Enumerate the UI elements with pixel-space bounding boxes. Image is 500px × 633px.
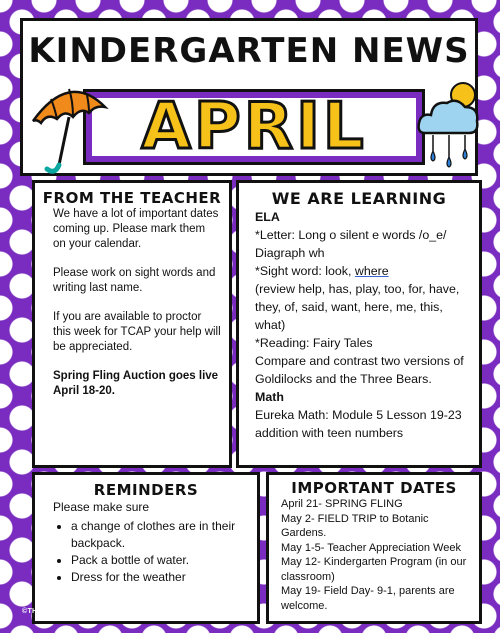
reminders-content: [35, 499, 257, 586]
reminders-box: [32, 472, 260, 624]
reminders-intro: Please make sure: [53, 500, 150, 514]
rain-cloud-icon: [417, 79, 481, 175]
ela-label: ELA: [255, 210, 280, 224]
sight-word-line: [255, 262, 473, 280]
we-are-learning-box: [236, 180, 482, 468]
list-item: May 19- Field Day- 9-1, parents are welcome.: [281, 585, 455, 612]
teacher-message: [35, 207, 229, 399]
section-heading: FROM THE TEACHER: [42, 189, 222, 207]
list-item: • Dress for the weather: [71, 569, 251, 586]
math-label: Math: [255, 390, 284, 404]
dates-list: [269, 497, 479, 613]
sight-word-prefix: *Sight word: look,: [255, 264, 355, 278]
newsletter-title: KINDERGARTEN NEWS: [28, 31, 470, 71]
from-the-teacher-box: [32, 180, 232, 468]
list-item: April 21- SPRING FLING: [281, 498, 403, 510]
teacher-paragraph: We have a lot of important dates coming up. Please mark them on your calendar.: [53, 208, 219, 250]
learning-content: [239, 208, 479, 442]
copyright-text: ©THE JOYFUL JOURNEY: [22, 608, 113, 615]
important-dates-box: [266, 472, 482, 624]
section-heading: IMPORTANT DATES: [291, 479, 457, 497]
reading-line: *Reading: Fairy Tales: [255, 336, 373, 350]
month-title: APRIL: [141, 90, 367, 164]
umbrella-icon: [29, 77, 109, 177]
sight-word: where: [354, 264, 389, 278]
diagraph-line: Diagraph wh: [255, 246, 325, 260]
section-heading: REMINDERS: [93, 481, 199, 499]
list-item: • Pack a bottle of water.: [71, 552, 251, 569]
list-item: • a change of clothes are in their backpack.: [71, 518, 251, 552]
month-banner: [83, 89, 425, 165]
list-item: May 2- FIELD TRIP to Botanic Gardens.: [281, 512, 429, 539]
letter-line: *Letter: Long o silent e words /o_e/: [255, 228, 447, 242]
compare-line: Compare and contrast two versions of Goldilocks and the Three Bears.: [255, 354, 464, 386]
teacher-paragraph: Spring Fling Auction goes live April 18-20.: [53, 370, 219, 397]
reminders-list: [53, 518, 251, 586]
newsletter-page: [14, 12, 486, 623]
title-banner: [20, 18, 478, 176]
review-words: (review help, has, play, too, for, have, they, of, said, want, here, me, this, what): [255, 282, 460, 332]
list-item: May 1-5- Teacher Appreciation Week: [281, 541, 461, 554]
math-line: Eureka Math: Module 5 Lesson 19-23 addition with teen numbers: [255, 408, 462, 440]
list-item: May 12- Kindergarten Program (in our classroom): [281, 556, 467, 583]
section-heading: WE ARE LEARNING: [271, 189, 447, 208]
teacher-paragraph: Please work on sight words and writing last name.: [53, 267, 216, 294]
teacher-paragraph: If you are available to proctor this week for TCAP your help will be appreciated.: [53, 311, 221, 353]
